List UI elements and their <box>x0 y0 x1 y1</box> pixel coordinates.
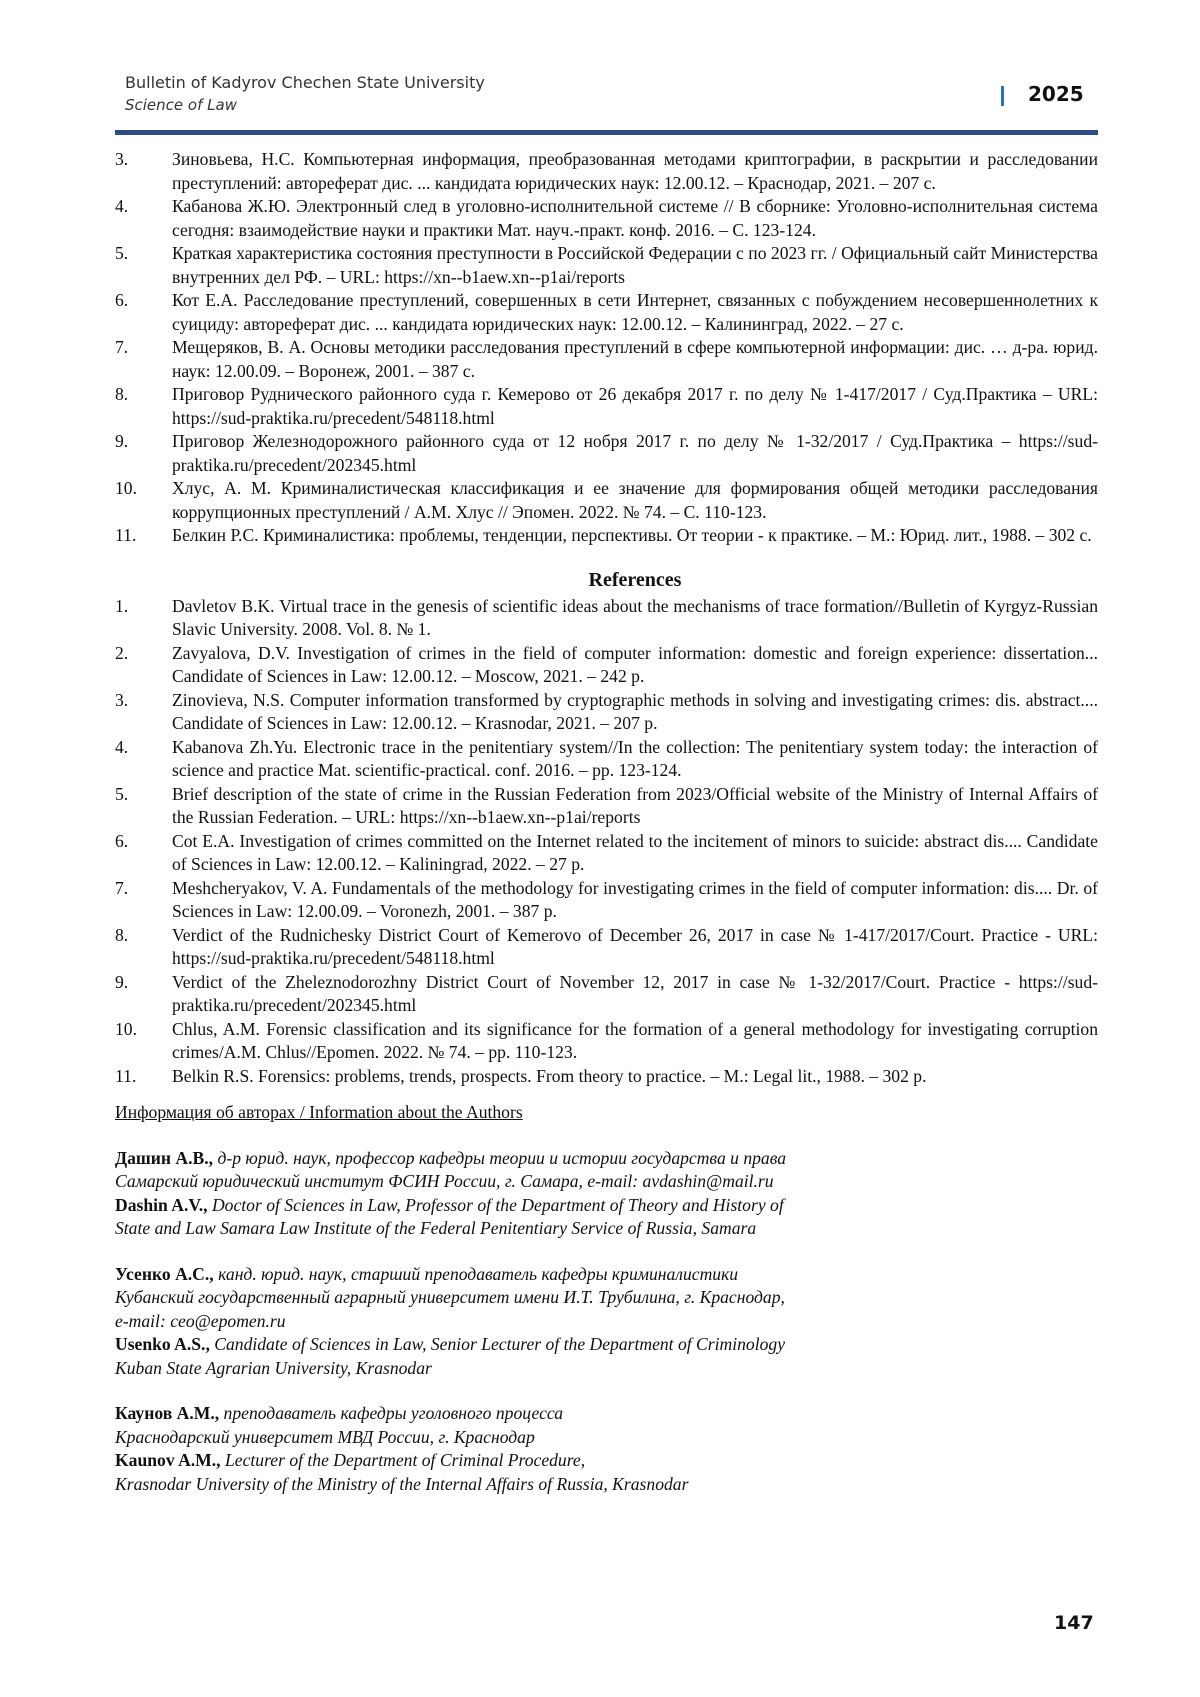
item-number: 8. <box>115 924 128 948</box>
item-number: 7. <box>115 877 128 901</box>
item-text: Chlus, A.M. Forensic classification and its significance for the formation of a general methodology for investigating corruption crimes/A.M. Chlus//Epomen. 2022. № 74. – pp. 110-123. <box>172 1019 1098 1063</box>
list-item <box>115 642 1098 689</box>
author-en-line <box>115 1333 1098 1357</box>
item-text: Кабанова Ж.Ю. Электронный след в уголовно-исполнительной системе // В сборнике: Уголовно-исполнительная система сегодня: взаимодействие науки и практики Мат. науч.-практ. конф. 2016. – С. 123-124. <box>172 196 1098 240</box>
item-number: 3. <box>115 689 128 713</box>
list-item <box>115 1065 1098 1089</box>
item-number: 7. <box>115 336 128 360</box>
author-ru-degree: д-р юрид. наук, профессор кафедры теории и истории государства и права <box>213 1148 786 1168</box>
item-number: 11. <box>115 1065 136 1089</box>
item-number: 10. <box>115 1018 137 1042</box>
item-number: 5. <box>115 242 128 266</box>
item-number: 9. <box>115 971 128 995</box>
item-text: Zavyalova, D.V. Investigation of crimes in the field of computer information: domestic and foreign experience: dissertation... Candidate of Sciences in Law: 12.00.12. – Moscow, 2021. – 242 p. <box>172 643 1098 687</box>
page-header <box>125 72 1100 132</box>
list-item <box>115 830 1098 877</box>
item-text: Приговор Руднического районного суда г. Кемерово от 26 декабря 2017 г. по делу № 1-417/2017 / Суд.Практика – URL: https://sud-praktika.ru/precedent/548118.html <box>172 384 1098 428</box>
author-block <box>115 1147 1098 1241</box>
author-en-line <box>115 1449 1098 1473</box>
references-list <box>115 595 1098 1089</box>
item-text: Кот Е.А. Расследование преступлений, совершенных в сети Интернет, связанных с побуждением несовершеннолетних к суициду: автореферат дис. ... кандидата юридических наук: 12.00.12. – Калининград, 2022. – 27 с. <box>172 290 1098 334</box>
list-item <box>115 1018 1098 1065</box>
item-text: Meshcheryakov, V. A. Fundamentals of the methodology for investigating crimes in the field of computer information: dis.... Dr. of Sciences in Law: 12.00.09. – Voronezh, 2001. – 387 p. <box>172 878 1098 922</box>
author-ru-line <box>115 1147 1098 1171</box>
references-heading: References <box>115 567 1098 593</box>
list-item <box>115 924 1098 971</box>
list-item <box>115 877 1098 924</box>
item-number: 3. <box>115 148 128 172</box>
author-ru-degree: преподаватель кафедры уголовного процесса <box>219 1403 563 1423</box>
author-ru-name: Усенко А.С., <box>115 1264 214 1284</box>
page-content <box>115 148 1098 1518</box>
item-text: Хлус, А. М. Криминалистическая классификация и ее значение для формирования общей методики расследования коррупционных преступлений / А.М. Хлус // Эпомен. 2022. № 74. – С. 110-123. <box>172 478 1098 522</box>
author-block <box>115 1263 1098 1381</box>
author-en-affiliation: Kuban State Agrarian University, Krasnodar <box>115 1357 1098 1381</box>
list-item <box>115 689 1098 736</box>
item-text: Мещеряков, В. А. Основы методики расследования преступлений в сфере компьютерной информации: дис. … д-ра. юрид. наук: 12.00.09. – Воронеж, 2001. – 387 с. <box>172 337 1098 381</box>
item-number: 9. <box>115 430 128 454</box>
list-item <box>115 242 1098 289</box>
author-ru-line <box>115 1402 1098 1426</box>
item-number: 8. <box>115 383 128 407</box>
author-en-line <box>115 1194 1098 1218</box>
journal-section: Science of Law <box>125 94 1100 116</box>
list-item <box>115 595 1098 642</box>
item-text: Белкин Р.С. Криминалистика: проблемы, тенденции, перспективы. От теории - к практике. – М.: Юрид. лит., 1988. – 302 с. <box>172 525 1092 545</box>
item-text: Zinovieva, N.S. Computer information transformed by cryptographic methods in solving and investigating crimes: dis. abstract.... Candidate of Sciences in Law: 12.00.12. – Krasnodar, 2021. – 207 p. <box>172 690 1098 734</box>
author-en-degree: Lecturer of the Department of Criminal Procedure, <box>221 1450 586 1470</box>
item-number: 4. <box>115 195 128 219</box>
author-ru-email: e-mail: ceo@epomen.ru <box>115 1310 1098 1334</box>
item-text: Зиновьева, Н.С. Компьютерная информация, преобразованная методами криптографии, в раскрытии и расследовании преступлений: автореферат дис. ... кандидата юридических наук: 12.00.12. – Краснодар, 2021. – 207 с. <box>172 149 1098 193</box>
item-text: Brief description of the state of crime in the Russian Federation from 2023/Official website of the Ministry of Internal Affairs of the Russian Federation. – URL: https://xn--b1aew.xn--p1ai/reports <box>172 784 1098 828</box>
author-ru-affiliation: Краснодарский университет МВД России, г. Краснодар <box>115 1426 1098 1450</box>
author-en-name: Kaunov A.M., <box>115 1450 221 1470</box>
list-item <box>115 195 1098 242</box>
journal-year: 2025 <box>1028 82 1084 106</box>
author-en-degree: Candidate of Sciences in Law, Senior Lecturer of the Department of Criminology <box>210 1334 785 1354</box>
year-divider <box>1001 86 1004 106</box>
journal-title: Bulletin of Kadyrov Chechen State University <box>125 72 1100 94</box>
author-ru-name: Дашин А.В., <box>115 1148 213 1168</box>
authors-section-title: Информация об авторах / Information about the Authors <box>115 1101 1098 1125</box>
page-number: 147 <box>1054 1612 1094 1634</box>
item-number: 2. <box>115 642 128 666</box>
item-number: 6. <box>115 289 128 313</box>
author-ru-degree: канд. юрид. наук, старший преподаватель кафедры криминалистики <box>214 1264 738 1284</box>
list-item <box>115 971 1098 1018</box>
list-item <box>115 383 1098 430</box>
header-rule <box>115 130 1098 135</box>
author-block <box>115 1402 1098 1496</box>
item-number: 10. <box>115 477 137 501</box>
author-en-affiliation: Krasnodar University of the Ministry of the Internal Affairs of Russia, Krasnodar <box>115 1473 1098 1497</box>
author-ru-line <box>115 1263 1098 1287</box>
item-number: 6. <box>115 830 128 854</box>
author-ru-affiliation: Самарский юридический институт ФСИН России, г. Самара, e-mail: avdashin@mail.ru <box>115 1170 1098 1194</box>
author-en-name: Usenko A.S., <box>115 1334 210 1354</box>
item-number: 5. <box>115 783 128 807</box>
item-text: Краткая характеристика состояния преступности в Российской Федерации с по 2023 гг. / Официальный сайт Министерства внутренних дел РФ. – URL: https://xn--b1aew.xn--p1ai/reports <box>172 243 1098 287</box>
list-item <box>115 148 1098 195</box>
author-en-name: Dashin A.V., <box>115 1195 208 1215</box>
item-text: Cot E.A. Investigation of crimes committed on the Internet related to the incitement of minors to suicide: abstract dis.... Candidate of Sciences in Law: 12.00.12. – Kaliningrad, 2022. – 27 p. <box>172 831 1098 875</box>
author-ru-affiliation: Кубанский государственный аграрный университет имени И.Т. Трубилина, г. Краснодар, <box>115 1286 1098 1310</box>
item-text: Verdict of the Rudnichesky District Court of Kemerovo of December 26, 2017 in case № 1-417/2017/Court. Practice - URL: https://sud-praktika.ru/precedent/548118.html <box>172 925 1098 969</box>
item-number: 11. <box>115 524 136 548</box>
literature-list <box>115 148 1098 548</box>
item-number: 4. <box>115 736 128 760</box>
list-item <box>115 336 1098 383</box>
item-text: Kabanova Zh.Yu. Electronic trace in the penitentiary system//In the collection: The penitentiary system today: the interaction of science and practice Mat. scientific-practical. conf. 2016. – pp. 123-124. <box>172 737 1098 781</box>
item-number: 1. <box>115 595 128 619</box>
page <box>0 0 1200 1697</box>
list-item <box>115 783 1098 830</box>
author-en-degree: Doctor of Sciences in Law, Professor of the Department of Theory and History of <box>208 1195 784 1215</box>
item-text: Приговор Железнодорожного районного суда от 12 нобря 2017 г. по делу № 1-32/2017 / Суд.Практика – https://sud-praktika.ru/precedent/202345.html <box>172 431 1098 475</box>
author-en-affiliation: State and Law Samara Law Institute of the Federal Penitentiary Service of Russia, Samara <box>115 1217 1098 1241</box>
list-item <box>115 430 1098 477</box>
author-ru-name: Каунов А.М., <box>115 1403 219 1423</box>
item-text: Davletov B.K. Virtual trace in the genesis of scientific ideas about the mechanisms of trace formation//Bulletin of Kyrgyz-Russian Slavic University. 2008. Vol. 8. № 1. <box>172 596 1098 640</box>
list-item <box>115 736 1098 783</box>
item-text: Verdict of the Zheleznodorozhny District Court of November 12, 2017 in case № 1-32/2017/Court. Practice - https://sud-praktika.ru/precedent/202345.html <box>172 972 1098 1016</box>
list-item <box>115 524 1098 548</box>
list-item <box>115 477 1098 524</box>
list-item <box>115 289 1098 336</box>
item-text: Belkin R.S. Forensics: problems, trends, prospects. From theory to practice. – M.: Legal lit., 1988. – 302 p. <box>172 1066 926 1086</box>
